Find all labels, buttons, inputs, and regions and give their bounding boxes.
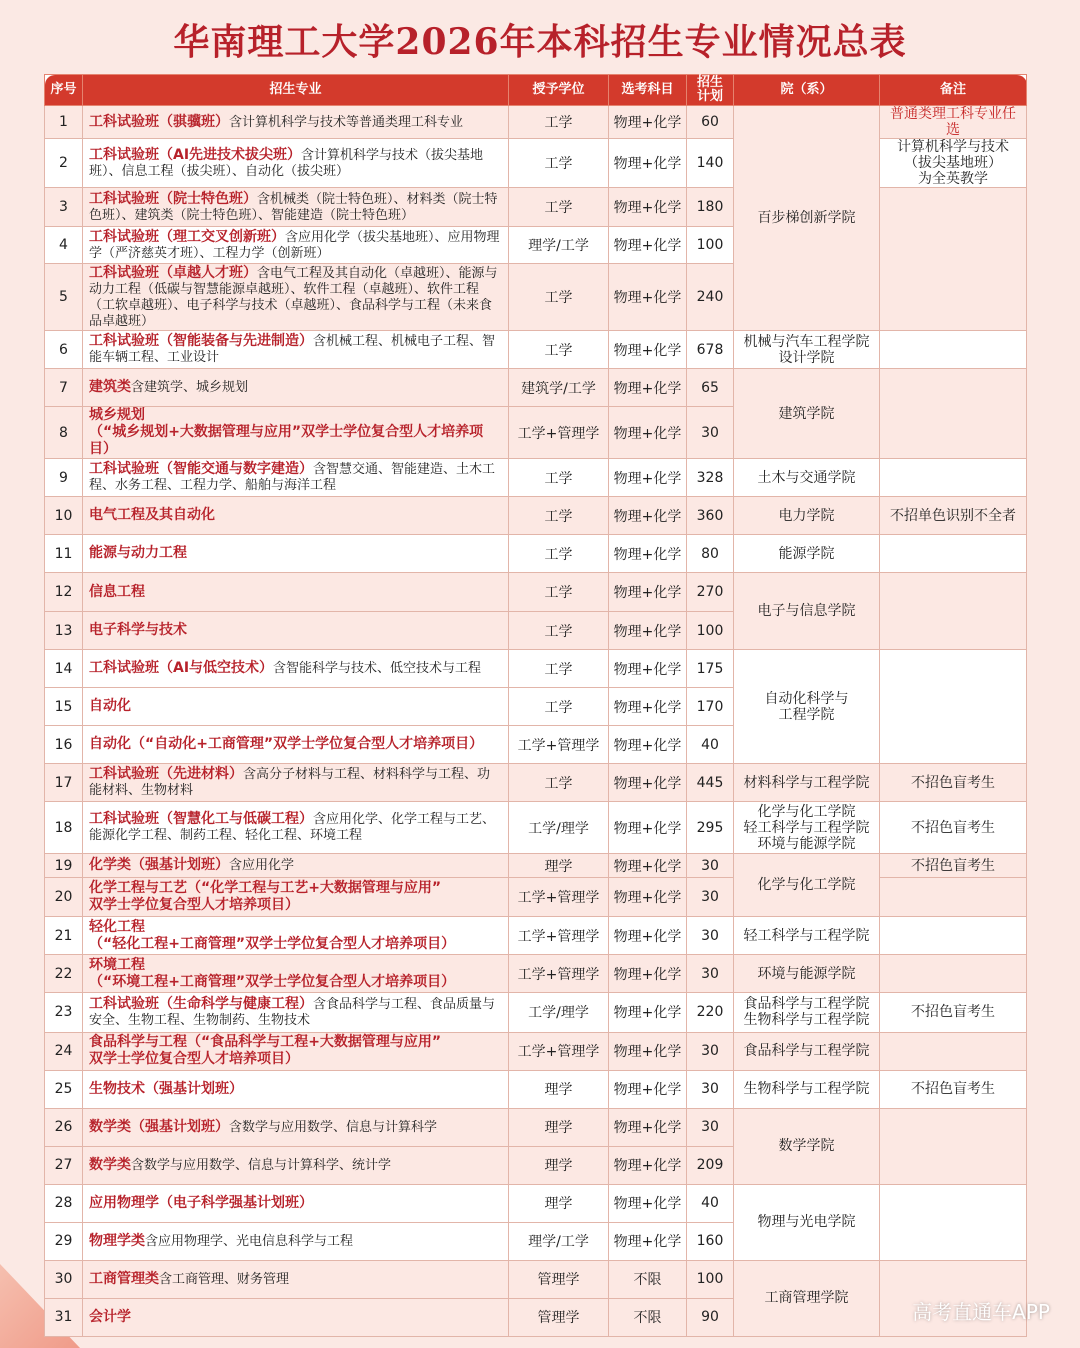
dept-cell: 化学与化工学院 — [734, 854, 880, 917]
plan-cell: 100 — [687, 227, 734, 264]
degree-cell: 工学+管理学 — [509, 1032, 609, 1070]
subject-cell: 物理+化学 — [609, 1070, 687, 1108]
major-cell — [83, 227, 509, 264]
note-cell — [880, 369, 1027, 459]
row-number: 30 — [45, 1260, 83, 1298]
table-row — [45, 764, 1027, 802]
subject-cell: 物理+化学 — [609, 188, 687, 227]
note-cell — [880, 650, 1027, 764]
subject-cell: 物理+化学 — [609, 264, 687, 331]
major-cell — [83, 1222, 509, 1260]
major-cell — [83, 612, 509, 650]
major-description: 含机械类（院士特色班）、材料类（院士特色班）、建筑类（院士特色班）、智能建造（院士特色班） — [89, 191, 498, 223]
subject-cell: 物理+化学 — [609, 802, 687, 854]
major-description: 含应用物理学、光电信息科学与工程 — [145, 1233, 354, 1249]
degree-cell: 理学/工学 — [509, 227, 609, 264]
major-cell — [83, 764, 509, 802]
row-number: 15 — [45, 688, 83, 726]
header-major: 招生专业 — [83, 75, 509, 106]
plan-cell: 220 — [687, 993, 734, 1032]
major-name: 应用物理学（电子科学强基计划班） — [89, 1194, 313, 1211]
major-description: 含计算机科学与技术等普通类理工科专业 — [229, 114, 464, 130]
degree-cell: 工学 — [509, 139, 609, 188]
dept-cell: 土木与交通学院 — [734, 459, 880, 497]
degree-cell: 理学 — [509, 1146, 609, 1184]
dept-cell: 数学学院 — [734, 1108, 880, 1184]
major-cell — [83, 331, 509, 369]
row-number: 29 — [45, 1222, 83, 1260]
row-number: 25 — [45, 1070, 83, 1108]
dept-cell: 建筑学院 — [734, 369, 880, 459]
degree-cell: 理学 — [509, 854, 609, 878]
degree-cell: 工学 — [509, 650, 609, 688]
major-name: 化学类（强基计划班） — [89, 857, 229, 874]
degree-cell: 工学 — [509, 331, 609, 369]
major-cell — [83, 573, 509, 612]
major-name: 工商管理类 — [89, 1270, 159, 1287]
major-name: 化学工程与工艺（“化学工程与工艺+大数据管理与应用” — [89, 880, 442, 897]
major-name: 工科试验班（生命科学与健康工程） — [89, 995, 313, 1012]
dept-cell: 食品科学与工程学院 生物科学与工程学院 — [734, 993, 880, 1032]
row-number: 24 — [45, 1032, 83, 1070]
dept-cell: 化学与化工学院 轻工科学与工程学院 环境与能源学院 — [734, 802, 880, 854]
subject-cell: 物理+化学 — [609, 573, 687, 612]
major-cell — [83, 1184, 509, 1222]
major-cell — [83, 1260, 509, 1298]
row-number: 23 — [45, 993, 83, 1032]
subject-cell: 物理+化学 — [609, 993, 687, 1032]
subject-cell: 物理+化学 — [609, 764, 687, 802]
degree-cell: 工学 — [509, 612, 609, 650]
table-row — [45, 993, 1027, 1032]
degree-cell: 理学 — [509, 1184, 609, 1222]
major-description: 含高分子材料与工程、材料科学与工程、功能材料、生物材料 — [89, 767, 491, 799]
row-number: 6 — [45, 331, 83, 369]
note-cell: 普通类理工科专业任选 — [880, 106, 1027, 139]
major-description: 含计算机科学与技术（拔尖基地班）、信息工程（拔尖班）、自动化（拔尖班） — [89, 147, 484, 179]
major-description: 含应用化学、化学工程与工艺、能源化学工程、制药工程、轻化工程、环境工程 — [89, 812, 496, 844]
major-cell — [83, 497, 509, 535]
major-cell — [83, 535, 509, 573]
plan-cell: 295 — [687, 802, 734, 854]
table-row — [45, 459, 1027, 497]
note-cell: 不招色盲考生 — [880, 1070, 1027, 1108]
table-row — [45, 1260, 1027, 1298]
major-name: 工科试验班（卓越人才班） — [89, 264, 257, 281]
major-name: 数学类 — [89, 1156, 131, 1173]
subject-cell: 物理+化学 — [609, 227, 687, 264]
subject-cell: 物理+化学 — [609, 854, 687, 878]
header-subject: 选考科目 — [609, 75, 687, 106]
degree-cell: 工学 — [509, 535, 609, 573]
major-cell — [83, 264, 509, 331]
degree-cell: 工学 — [509, 573, 609, 612]
degree-cell: 工学+管理学 — [509, 917, 609, 955]
subject-cell: 物理+化学 — [609, 139, 687, 188]
degree-cell: 工学 — [509, 497, 609, 535]
major-name: 工科试验班（骐骥班） — [89, 113, 229, 130]
row-number: 17 — [45, 764, 83, 802]
plan-cell: 30 — [687, 1032, 734, 1070]
subject-cell: 物理+化学 — [609, 650, 687, 688]
major-name: 工科试验班（AI先进技术拔尖班） — [89, 146, 302, 163]
degree-cell: 工学+管理学 — [509, 955, 609, 993]
major-name: 工科试验班（先进材料） — [89, 766, 243, 783]
major-name: 工科试验班（智能装备与先进制造） — [89, 333, 313, 350]
plan-cell: 270 — [687, 573, 734, 612]
note-cell — [880, 1184, 1027, 1260]
major-description: 含机械工程、机械电子工程、智能车辆工程、工业设计 — [89, 334, 496, 366]
dept-cell: 轻工科学与工程学院 — [734, 917, 880, 955]
plan-cell: 65 — [687, 369, 734, 407]
header-no: 序号 — [45, 75, 83, 106]
plan-cell: 90 — [687, 1298, 734, 1336]
major-name: 物理学类 — [89, 1232, 145, 1249]
subject-cell: 物理+化学 — [609, 407, 687, 459]
major-cell — [83, 1070, 509, 1108]
degree-cell: 工学 — [509, 188, 609, 227]
major-name: 食品科学与工程（“食品科学与工程+大数据管理与应用” — [89, 1034, 442, 1050]
row-number: 18 — [45, 802, 83, 854]
degree-cell: 工学 — [509, 688, 609, 726]
degree-cell: 理学 — [509, 1070, 609, 1108]
plan-cell: 30 — [687, 854, 734, 878]
degree-cell: 工学/理学 — [509, 802, 609, 854]
major-name: 自动化（“自动化+工商管理”双学士学位复合型人才培养项目） — [89, 736, 484, 753]
plan-cell: 678 — [687, 331, 734, 369]
plan-cell: 360 — [687, 497, 734, 535]
subject-cell: 不限 — [609, 1298, 687, 1336]
note-cell — [880, 188, 1027, 331]
table-row — [45, 917, 1027, 955]
major-name: 自动化 — [89, 698, 131, 715]
note-cell — [880, 878, 1027, 917]
header-dept: 院（系） — [734, 75, 880, 106]
major-description: 含应用化学 — [229, 858, 295, 874]
subject-cell: 物理+化学 — [609, 535, 687, 573]
degree-cell: 管理学 — [509, 1298, 609, 1336]
row-number: 8 — [45, 407, 83, 459]
dept-cell: 生物科学与工程学院 — [734, 1070, 880, 1108]
major-name: 工科试验班（理工交叉创新班） — [89, 228, 285, 245]
subject-cell: 物理+化学 — [609, 1032, 687, 1070]
major-name: 电子科学与技术 — [89, 622, 187, 639]
table-row — [45, 1184, 1027, 1222]
dept-cell: 环境与能源学院 — [734, 955, 880, 993]
major-cell — [83, 106, 509, 139]
major-name: 电气工程及其自动化 — [89, 507, 215, 524]
plan-cell: 180 — [687, 188, 734, 227]
row-number: 7 — [45, 369, 83, 407]
row-number: 5 — [45, 264, 83, 331]
major-name: 轻化工程 — [89, 918, 145, 935]
note-cell — [880, 955, 1027, 993]
plan-cell: 209 — [687, 1146, 734, 1184]
major-cell — [83, 139, 509, 188]
subject-cell: 物理+化学 — [609, 878, 687, 917]
table-row — [45, 139, 1027, 188]
header-row — [45, 75, 1027, 106]
dept-cell: 物理与光电学院 — [734, 1184, 880, 1260]
row-number: 14 — [45, 650, 83, 688]
major-name: 工科试验班（院士特色班） — [89, 190, 257, 207]
major-description: 含食品科学与工程、食品质量与安全、生物工程、生物制药、生物技术 — [89, 996, 496, 1028]
table-row — [45, 878, 1027, 917]
major-name: 会计学 — [89, 1308, 131, 1325]
table-row — [45, 955, 1027, 993]
header-plan: 招生 计划 — [687, 75, 734, 106]
row-number: 22 — [45, 955, 83, 993]
plan-cell: 140 — [687, 139, 734, 188]
row-number: 31 — [45, 1298, 83, 1336]
note-cell — [880, 331, 1027, 369]
note-cell — [880, 1108, 1027, 1184]
subject-cell: 物理+化学 — [609, 1108, 687, 1146]
major-cell — [83, 993, 509, 1032]
plan-cell: 328 — [687, 459, 734, 497]
table-row — [45, 188, 1027, 227]
row-number: 11 — [45, 535, 83, 573]
plan-cell: 40 — [687, 1184, 734, 1222]
note-cell: 不招色盲考生 — [880, 854, 1027, 878]
major-name-detail: 双学士学位复合型人才培养项目） — [89, 1051, 299, 1067]
major-cell — [83, 878, 509, 917]
major-name: 数学类（强基计划班） — [89, 1118, 229, 1135]
major-cell — [83, 407, 509, 459]
note-cell — [880, 1032, 1027, 1070]
major-cell — [83, 1108, 509, 1146]
subject-cell: 物理+化学 — [609, 369, 687, 407]
subject-cell: 物理+化学 — [609, 331, 687, 369]
plan-cell: 100 — [687, 612, 734, 650]
subject-cell: 不限 — [609, 1260, 687, 1298]
plan-cell: 60 — [687, 106, 734, 139]
note-cell: 不招色盲考生 — [880, 802, 1027, 854]
major-name: 信息工程 — [89, 583, 145, 600]
degree-cell: 建筑学/工学 — [509, 369, 609, 407]
note-cell — [880, 917, 1027, 955]
row-number: 2 — [45, 139, 83, 188]
dept-cell: 电力学院 — [734, 497, 880, 535]
major-description: 含数学与应用数学、信息与计算科学 — [229, 1119, 438, 1135]
degree-cell: 管理学 — [509, 1260, 609, 1298]
dept-cell: 电子与信息学院 — [734, 573, 880, 650]
major-name-detail: （“环境工程+工商管理”双学士学位复合型人才培养项目） — [89, 973, 456, 990]
major-description: 含数学与应用数学、信息与计算科学、统计学 — [131, 1157, 392, 1173]
row-number: 10 — [45, 497, 83, 535]
row-number: 12 — [45, 573, 83, 612]
degree-cell: 工学 — [509, 764, 609, 802]
major-name: 生物技术（强基计划班） — [89, 1080, 243, 1097]
degree-cell: 工学+管理学 — [509, 726, 609, 764]
subject-cell: 物理+化学 — [609, 1146, 687, 1184]
plan-cell: 30 — [687, 878, 734, 917]
dept-cell: 工商管理学院 — [734, 1260, 880, 1336]
major-cell — [83, 1146, 509, 1184]
row-number: 28 — [45, 1184, 83, 1222]
row-number: 13 — [45, 612, 83, 650]
row-number: 21 — [45, 917, 83, 955]
row-number: 27 — [45, 1146, 83, 1184]
degree-cell: 工学 — [509, 106, 609, 139]
note-cell — [880, 459, 1027, 497]
row-number: 20 — [45, 878, 83, 917]
major-cell — [83, 917, 509, 955]
subject-cell: 物理+化学 — [609, 106, 687, 139]
note-cell — [880, 535, 1027, 573]
major-name-detail: （“城乡规划+大数据管理与应用”双学士学位复合型人才培养项目） — [89, 424, 484, 458]
major-cell — [83, 459, 509, 497]
subject-cell: 物理+化学 — [609, 955, 687, 993]
plan-cell: 30 — [687, 407, 734, 459]
row-number: 1 — [45, 106, 83, 139]
plan-cell: 170 — [687, 688, 734, 726]
dept-cell: 材料科学与工程学院 — [734, 764, 880, 802]
table-row — [45, 106, 1027, 139]
major-name: 工科试验班（智能交通与数字建造） — [89, 461, 313, 478]
plan-cell: 160 — [687, 1222, 734, 1260]
note-cell: 不招色盲考生 — [880, 764, 1027, 802]
major-name-detail: （“轻化工程+工商管理”双学士学位复合型人才培养项目） — [89, 935, 456, 952]
major-description: 含建筑学、城乡规划 — [131, 380, 249, 396]
major-cell — [83, 955, 509, 993]
subject-cell: 物理+化学 — [609, 1184, 687, 1222]
note-cell: 不招单色识别不全者 — [880, 497, 1027, 535]
table-row — [45, 369, 1027, 407]
dept-cell: 能源学院 — [734, 535, 880, 573]
degree-cell: 工学+管理学 — [509, 878, 609, 917]
row-number: 26 — [45, 1108, 83, 1146]
admissions-table — [44, 74, 1026, 1337]
major-cell — [83, 1032, 509, 1070]
row-number: 19 — [45, 854, 83, 878]
major-name: 城乡规划 — [89, 407, 145, 424]
subject-cell: 物理+化学 — [609, 497, 687, 535]
header-degree: 授予学位 — [509, 75, 609, 106]
subject-cell: 物理+化学 — [609, 726, 687, 764]
row-number: 9 — [45, 459, 83, 497]
major-cell — [83, 802, 509, 854]
major-cell — [83, 1298, 509, 1336]
table-row — [45, 497, 1027, 535]
plan-cell: 175 — [687, 650, 734, 688]
major-name: 工科试验班（智慧化工与低碳工程） — [89, 811, 313, 828]
major-cell — [83, 188, 509, 227]
table-row — [45, 802, 1027, 854]
major-cell — [83, 650, 509, 688]
row-number: 4 — [45, 227, 83, 264]
subject-cell: 物理+化学 — [609, 688, 687, 726]
major-cell — [83, 726, 509, 764]
plan-cell: 30 — [687, 917, 734, 955]
plan-cell: 240 — [687, 264, 734, 331]
degree-cell: 工学/理学 — [509, 993, 609, 1032]
major-cell — [83, 688, 509, 726]
major-description: 含智能科学与技术、低空技术与工程 — [273, 661, 482, 677]
major-cell — [83, 854, 509, 878]
table-row — [45, 573, 1027, 612]
major-name: 工科试验班（AI与低空技术） — [89, 660, 274, 677]
note-cell: 计算机科学与技术 （拔尖基地班） 为全英教学 — [880, 139, 1027, 188]
dept-cell: 自动化科学与 工程学院 — [734, 650, 880, 764]
table-row — [45, 1108, 1027, 1146]
row-number: 16 — [45, 726, 83, 764]
table-row — [45, 650, 1027, 688]
major-description: 含应用化学（拔尖基地班）、应用物理学（严济慈英才班）、工程力学（创新班） — [89, 229, 500, 261]
header-note: 备注 — [880, 75, 1027, 106]
major-description: 含智慧交通、智能建造、土木工程、水务工程、工程力学、船舶与海洋工程 — [89, 462, 496, 494]
page-title: 华南理工大学2026年本科招生专业情况总表 — [173, 21, 907, 63]
table-row — [45, 1070, 1027, 1108]
major-description: 含电气工程及其自动化（卓越班）、能源与动力工程（低碳与智慧能源卓越班）、软件工程（卓越班）、软件工程（工软卓越班）、电子科学与技术（卓越班）、食品科学与工程（未来食品卓越班） — [89, 265, 498, 329]
row-number: 3 — [45, 188, 83, 227]
major-cell — [83, 369, 509, 407]
table-row — [45, 535, 1027, 573]
table-row — [45, 854, 1027, 878]
plan-cell: 30 — [687, 1070, 734, 1108]
watermark: 高考直通车APP — [912, 1300, 1050, 1324]
dept-cell: 机械与汽车工程学院 设计学院 — [734, 331, 880, 369]
major-description: 含工商管理、财务管理 — [159, 1271, 290, 1287]
plan-cell: 445 — [687, 764, 734, 802]
major-name: 能源与动力工程 — [89, 545, 187, 562]
plan-cell: 40 — [687, 726, 734, 764]
major-name: 建筑类 — [89, 379, 131, 396]
major-name: 环境工程 — [89, 956, 145, 973]
note-cell: 不招色盲考生 — [880, 993, 1027, 1032]
subject-cell: 物理+化学 — [609, 1222, 687, 1260]
degree-cell: 理学/工学 — [509, 1222, 609, 1260]
subject-cell: 物理+化学 — [609, 612, 687, 650]
degree-cell: 理学 — [509, 1108, 609, 1146]
plan-cell: 100 — [687, 1260, 734, 1298]
plan-cell: 30 — [687, 955, 734, 993]
subject-cell: 物理+化学 — [609, 459, 687, 497]
plan-cell: 30 — [687, 1108, 734, 1146]
plan-cell: 80 — [687, 535, 734, 573]
dept-cell: 食品科学与工程学院 — [734, 1032, 880, 1070]
table-row — [45, 1032, 1027, 1070]
note-cell — [880, 573, 1027, 650]
table-row — [45, 331, 1027, 369]
degree-cell: 工学+管理学 — [509, 407, 609, 459]
degree-cell: 工学 — [509, 459, 609, 497]
major-name-detail: 双学士学位复合型人才培养项目） — [89, 897, 299, 914]
degree-cell: 工学 — [509, 264, 609, 331]
subject-cell: 物理+化学 — [609, 917, 687, 955]
dept-cell: 百步梯创新学院 — [734, 106, 880, 331]
